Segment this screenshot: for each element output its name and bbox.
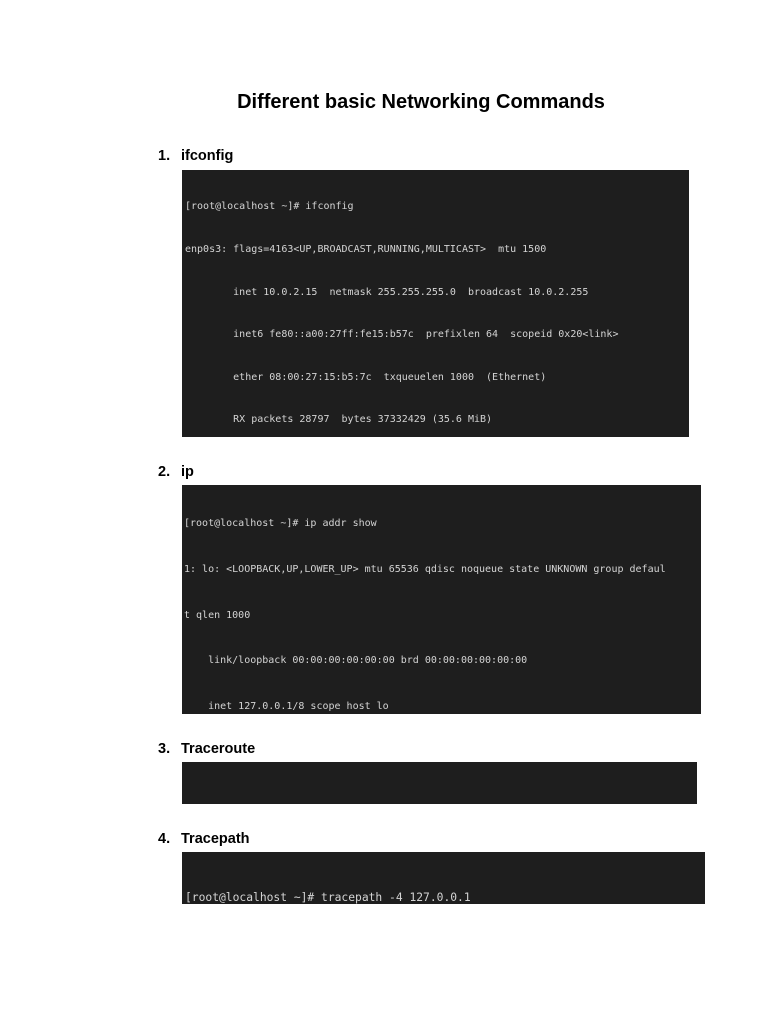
terminal-screenshot-traceroute bbox=[182, 762, 697, 804]
section-title: Tracepath bbox=[181, 831, 250, 847]
section-heading-traceroute bbox=[158, 741, 255, 757]
terminal-line: [root@localhost ~]# tracepath -4 127.0.0.1 bbox=[185, 890, 471, 904]
terminal-line: inet 127.0.0.1/8 scope host lo bbox=[184, 700, 389, 712]
section-number: 4. bbox=[158, 831, 171, 847]
terminal-line: enp0s3: flags=4163<UP,BROADCAST,RUNNING,MULTICAST> mtu 1500 bbox=[185, 244, 547, 256]
terminal-line: inet 10.0.2.15 netmask 255.255.255.0 broadcast 10.0.2.255 bbox=[185, 286, 589, 298]
terminal-line: RX packets 28797 bytes 37332429 (35.6 MiB) bbox=[185, 414, 493, 426]
terminal-screenshot-ip bbox=[182, 485, 701, 714]
terminal-line: link/loopback 00:00:00:00:00:00 brd 00:00:00:00:00:00 bbox=[184, 655, 528, 667]
terminal-line: 1: lo: <LOOPBACK,UP,LOWER_UP> mtu 65536 qdisc noqueue state UNKNOWN group defaul bbox=[184, 564, 666, 576]
terminal-line: inet6 fe80::a00:27ff:fe15:b57c prefixlen 64 scopeid 0x20<link> bbox=[185, 329, 619, 341]
section-heading-ip bbox=[158, 464, 194, 480]
section-number: 3. bbox=[158, 741, 171, 757]
section-title: ifconfig bbox=[181, 148, 234, 164]
terminal-line: [root@localhost ~]# ip addr show bbox=[184, 518, 377, 530]
page-title: Different basic Networking Commands bbox=[237, 91, 605, 113]
section-heading-ifconfig bbox=[158, 148, 233, 164]
terminal-screenshot-ifconfig bbox=[182, 170, 689, 437]
terminal-line: [root@localhost ~]# ifconfig bbox=[185, 201, 354, 213]
section-number: 2. bbox=[158, 464, 171, 480]
section-title: ip bbox=[181, 464, 194, 480]
section-heading-tracepath bbox=[158, 831, 250, 847]
section-number: 1. bbox=[158, 148, 171, 164]
terminal-line: t qlen 1000 bbox=[184, 609, 251, 621]
terminal-line: ether 08:00:27:15:b5:7c txqueuelen 1000 (Ethernet) bbox=[185, 371, 547, 383]
terminal-screenshot-tracepath bbox=[182, 852, 705, 904]
section-title: Traceroute bbox=[181, 741, 256, 757]
